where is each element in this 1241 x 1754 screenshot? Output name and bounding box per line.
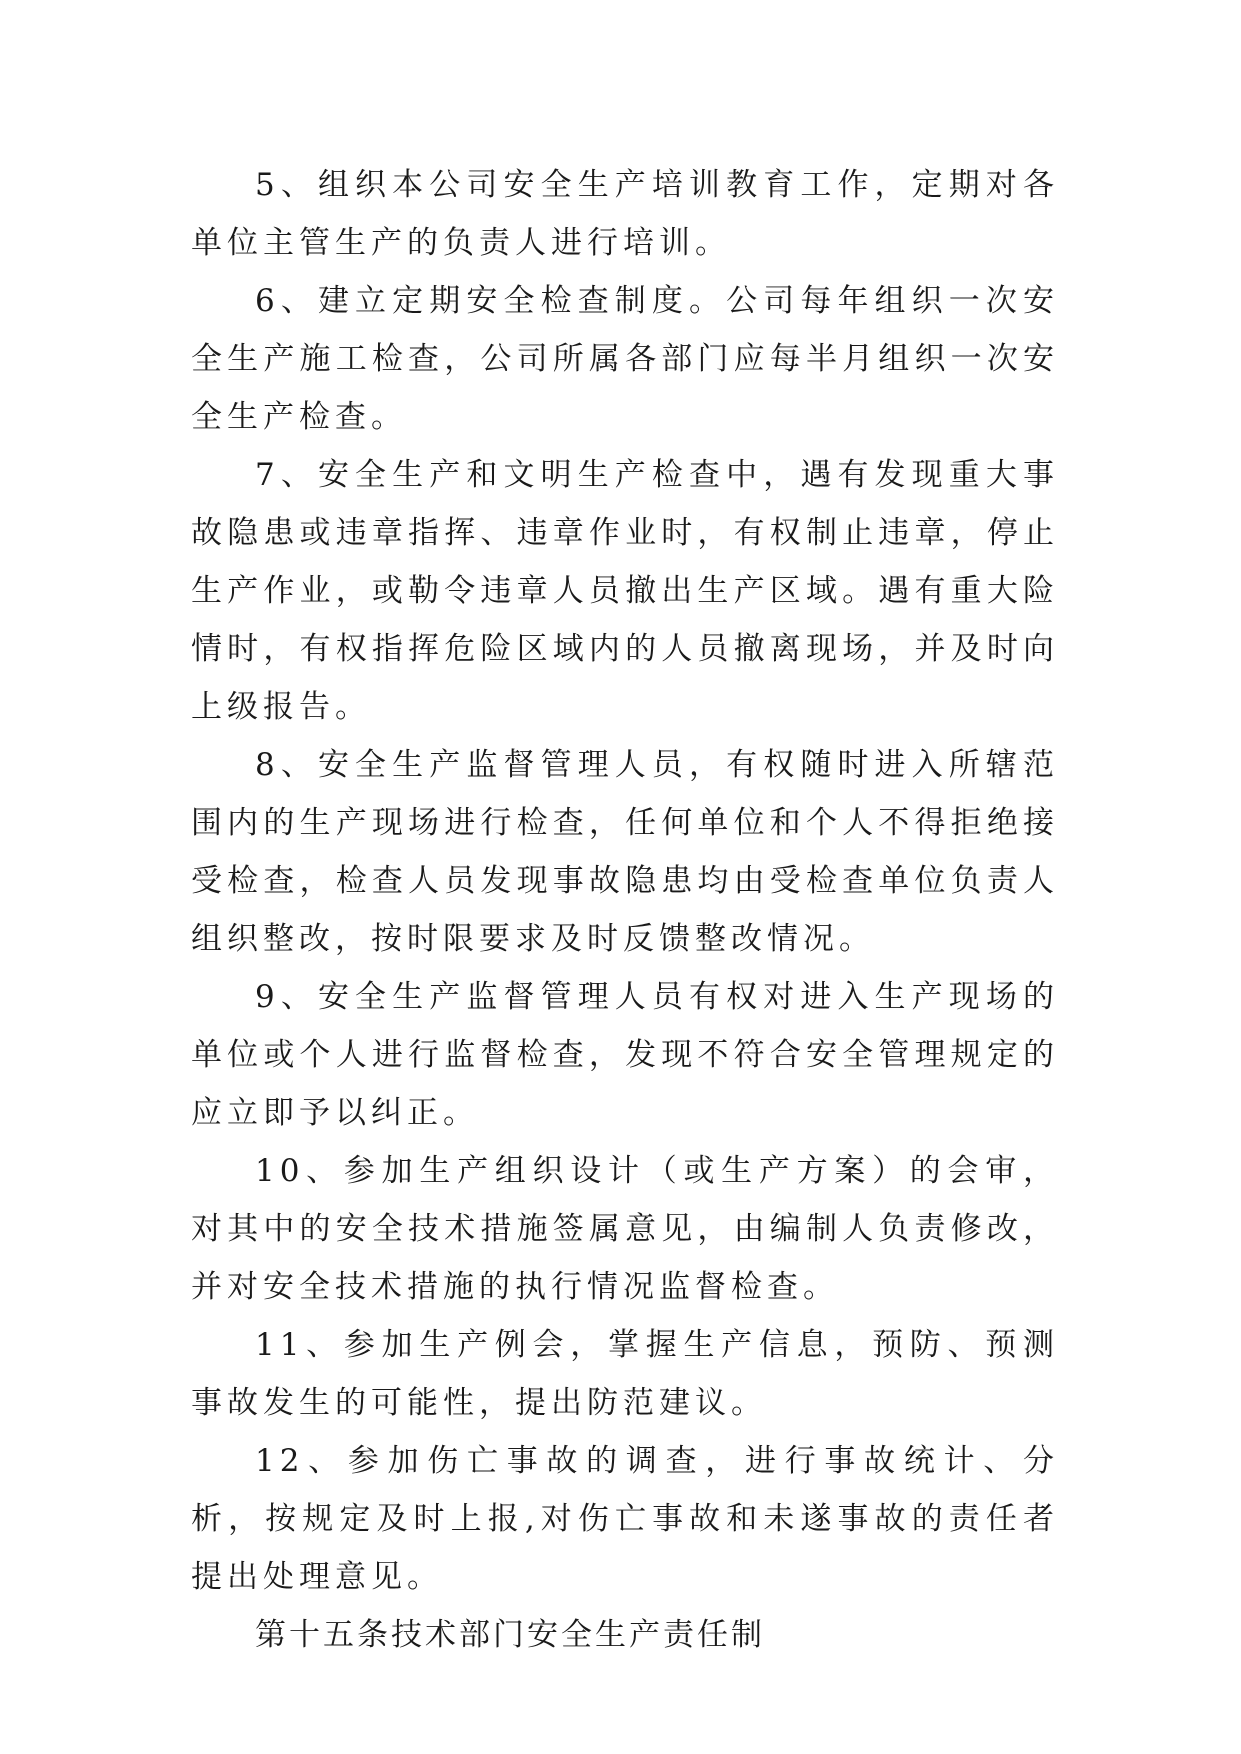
- paragraph-item-7: 7、安全生产和文明生产检查中，遇有发现重大事故隐患或违章指挥、违章作业时，有权制止违章，停止生产作业，或勒令违章人员撤出生产区域。遇有重大险情时，有权指挥危险区域内的人员撤离现场，并及时向上级报告。: [191, 457, 1059, 725]
- paragraph-item-8: 8、安全生产监督管理人员，有权随时进入所辖范围内的生产现场进行检查，任何单位和个人不得拒绝接受检查，检查人员发现事故隐患均由受检查单位负责人组织整改，按时限要求及时反馈整改情况。: [191, 747, 1059, 957]
- paragraph-item-10: 10、参加生产组织设计（或生产方案）的会审，对其中的安全技术措施签属意见，由编制人负责修改，并对安全技术措施的执行情况监督检查。: [191, 1153, 1059, 1305]
- paragraph-item-6: 6、建立定期安全检查制度。公司每年组织一次安全生产施工检查，公司所属各部门应每半月组织一次安全生产检查。: [191, 283, 1059, 435]
- section-heading: 第十五条技术部门安全生产责任制: [255, 1617, 765, 1653]
- paragraph-item-12: 12、参加伤亡事故的调查，进行事故统计、分析，按规定及时上报,对伤亡事故和未遂事故的责任者提出处理意见。: [191, 1443, 1059, 1595]
- paragraph-item-5: 5、组织本公司安全生产培训教育工作，定期对各单位主管生产的负责人进行培训。: [191, 167, 1059, 261]
- document-body: [191, 156, 1059, 1664]
- paragraph-item-9: 9、安全生产监督管理人员有权对进入生产现场的单位或个人进行监督检查，发现不符合安全管理规定的应立即予以纠正。: [191, 979, 1059, 1131]
- paragraph-item-11: 11、参加生产例会，掌握生产信息，预防、预测事故发生的可能性，提出防范建议。: [191, 1327, 1059, 1421]
